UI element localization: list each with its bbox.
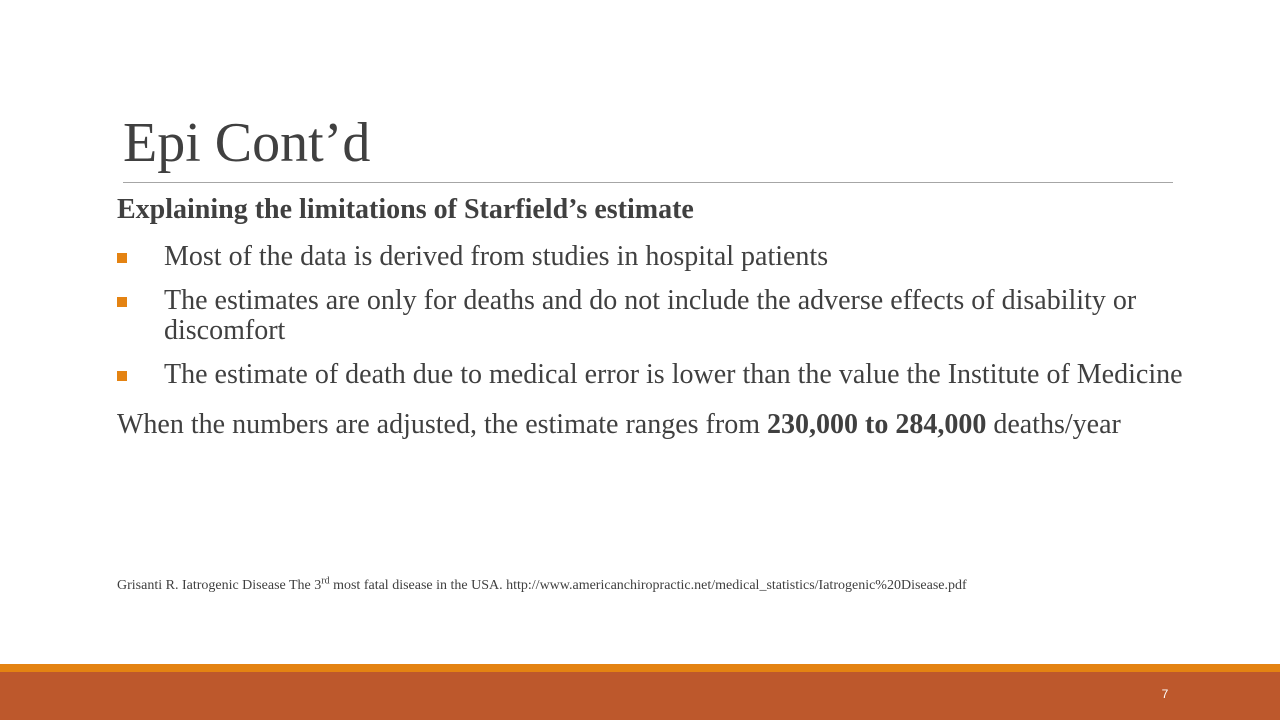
section-heading: Explaining the limitations of Starfield’s estimate [117, 194, 694, 225]
bullet-text: The estimates are only for deaths and do not include the adverse effects of disability or discomfort [164, 285, 1137, 346]
closing-suffix: deaths/year [986, 409, 1121, 440]
bullet-list [117, 242, 1197, 390]
bullet-text: Most of the data is derived from studies in hospital patients [164, 241, 829, 272]
citation-superscript: rd [321, 575, 330, 587]
closing-statement [117, 410, 1197, 440]
bullet-item [117, 360, 1197, 390]
slide-body [117, 195, 1197, 440]
square-bullet-icon [117, 253, 127, 263]
square-bullet-icon [117, 371, 127, 381]
footer-bar [0, 672, 1280, 720]
citation-text: Grisanti R. Iatrogenic Disease The 3 [117, 578, 322, 593]
page-number: 7 [1161, 687, 1169, 701]
footer-accent-stripe [0, 664, 1280, 672]
citation-source: most fatal disease in the USA. http://www.americanchiropractic.net/medical_statistics/Iatrogenic%20Disease.pdf [329, 578, 967, 593]
bullet-item [117, 286, 1197, 346]
bullet-text: The estimate of death due to medical error is lower than the value the Institute of Medicine [164, 359, 1183, 390]
estimate-range: 230,000 to 284,000 [767, 409, 987, 440]
title-divider [123, 182, 1173, 183]
slide-title: Epi Cont’d [123, 112, 371, 174]
bullet-item [117, 242, 1197, 272]
citation [117, 575, 1217, 597]
closing-prefix: When the numbers are adjusted, the estimate ranges from [117, 409, 767, 440]
square-bullet-icon [117, 297, 127, 307]
